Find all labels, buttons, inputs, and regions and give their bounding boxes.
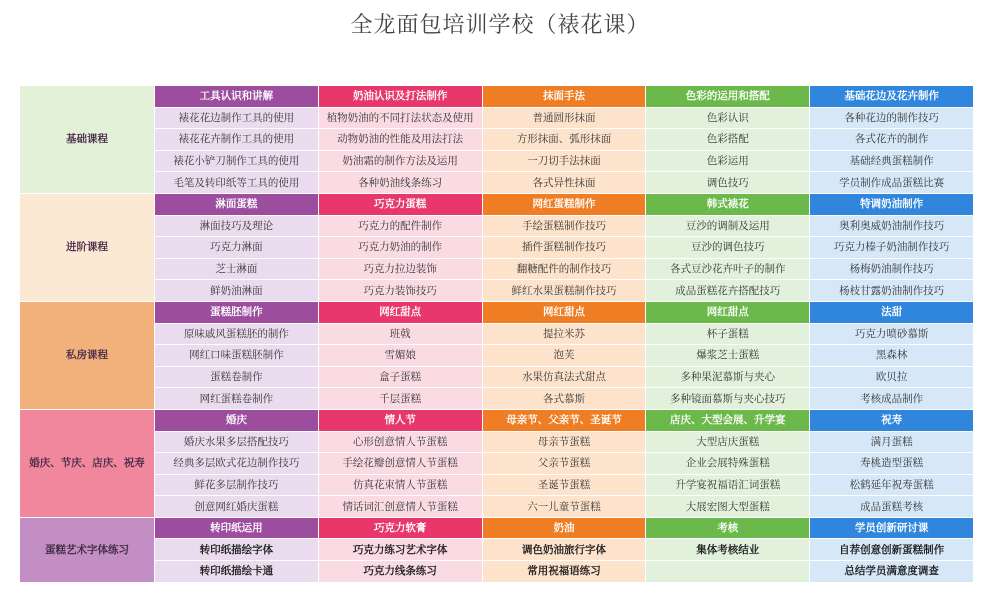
table-cell: 各式异性抹面 [482, 172, 646, 194]
column-header: 奶油 [482, 517, 646, 539]
table-cell: 升学宴祝福语汇词蛋糕 [646, 474, 810, 496]
table-cell: 巧克力奶油的制作 [318, 237, 482, 259]
table-cell: 父亲节蛋糕 [482, 453, 646, 475]
column-header: 网红蛋糕制作 [482, 193, 646, 215]
table-cell: 豆沙的调色技巧 [646, 237, 810, 259]
table-cell: 巧克力榛子奶油制作技巧 [810, 237, 974, 259]
table-cell: 豆沙的调制及运用 [646, 215, 810, 237]
table-cell: 常用祝福语练习 [482, 561, 646, 583]
column-header: 情人节 [318, 409, 482, 431]
table-row [20, 150, 974, 172]
table-cell: 成品蛋糕考核 [810, 496, 974, 518]
table-cell: 色彩认识 [646, 107, 810, 129]
column-header: 学员创新研讨课 [810, 517, 974, 539]
table-cell: 毛笔及转印纸等工具的使用 [155, 172, 319, 194]
table-row [20, 561, 974, 583]
table-cell: 蛋糕卷制作 [155, 366, 319, 388]
table-cell: 大型店庆蛋糕 [646, 431, 810, 453]
table-cell: 原味戚风蛋糕胚的制作 [155, 323, 319, 345]
category-label: 私房课程 [20, 301, 155, 409]
table-cell: 巧克力练习艺术字体 [318, 539, 482, 561]
table-cell: 普通圆形抹面 [482, 107, 646, 129]
table-cell: 奶油霜的制作方法及运用 [318, 150, 482, 172]
column-header: 考核 [646, 517, 810, 539]
column-header: 工具认识和讲解 [155, 86, 319, 108]
table-cell: 考核成品制作 [810, 388, 974, 410]
table-row [20, 258, 974, 280]
table-row [20, 496, 974, 518]
table-row [20, 323, 974, 345]
table-cell: 六一儿童节蛋糕 [482, 496, 646, 518]
table-cell: 鲜花多层制作技巧 [155, 474, 319, 496]
category-label: 蛋糕艺术字体练习 [20, 517, 155, 582]
category-label: 进阶课程 [20, 193, 155, 301]
table-cell: 千层蛋糕 [318, 388, 482, 410]
course-schedule-table [19, 85, 974, 583]
table-cell: 情话词汇创意情人节蛋糕 [318, 496, 482, 518]
table-cell: 裱花花卉制作工具的使用 [155, 129, 319, 151]
table-cell: 巧克力的配件制作 [318, 215, 482, 237]
table-cell: 各式花卉的制作 [810, 129, 974, 151]
table-cell: 插件蛋糕制作技巧 [482, 237, 646, 259]
table-cell: 水果仿真法式甜点 [482, 366, 646, 388]
table-cell: 巧克力淋面 [155, 237, 319, 259]
table-cell: 松鹤延年祝寿蛋糕 [810, 474, 974, 496]
column-header: 网红甜点 [646, 301, 810, 323]
table-cell: 婚庆水果多层搭配技巧 [155, 431, 319, 453]
table-cell: 心形创意情人节蛋糕 [318, 431, 482, 453]
table-cell: 翻糖配件的制作技巧 [482, 258, 646, 280]
table-cell: 巧克力装饰技巧 [318, 280, 482, 302]
table-cell: 母亲节蛋糕 [482, 431, 646, 453]
table-cell: 动物奶油的性能及用法打法 [318, 129, 482, 151]
table-cell: 基础经典蛋糕制作 [810, 150, 974, 172]
section-header-row [20, 409, 974, 431]
table-cell: 巧克力拉边装饰 [318, 258, 482, 280]
table-cell: 巧克力喷砂慕斯 [810, 323, 974, 345]
table-cell: 色彩运用 [646, 150, 810, 172]
column-header: 巧克力蛋糕 [318, 193, 482, 215]
table-cell: 多种果泥慕斯与夹心 [646, 366, 810, 388]
column-header: 网红甜点 [318, 301, 482, 323]
table-cell: 杯子蛋糕 [646, 323, 810, 345]
table-row [20, 453, 974, 475]
table-cell: 提拉米苏 [482, 323, 646, 345]
table-cell: 裱花小铲刀制作工具的使用 [155, 150, 319, 172]
table-cell: 满月蛋糕 [810, 431, 974, 453]
column-header: 基础花边及花卉制作 [810, 86, 974, 108]
table-cell: 欧贝拉 [810, 366, 974, 388]
table-cell: 巧克力线条练习 [318, 561, 482, 583]
table-cell: 鲜红水果蛋糕制作技巧 [482, 280, 646, 302]
table-cell: 总结学员满意度调查 [810, 561, 974, 583]
table-row [20, 539, 974, 561]
table-cell: 转印纸描绘卡通 [155, 561, 319, 583]
table-row [20, 107, 974, 129]
table-cell: 企业会展特殊蛋糕 [646, 453, 810, 475]
table-cell: 爆浆芝士蛋糕 [646, 345, 810, 367]
table-cell: 学员制作成品蛋糕比赛 [810, 172, 974, 194]
section-header-row [20, 301, 974, 323]
page-title: 全龙面包培训学校（裱花课） [350, 13, 650, 38]
table-cell: 鲜奶油淋面 [155, 280, 319, 302]
table-cell: 杨梅奶油制作技巧 [810, 258, 974, 280]
table-row [20, 129, 974, 151]
section-header-row [20, 517, 974, 539]
table-cell: 雪媚娘 [318, 345, 482, 367]
table-cell: 网红蛋糕卷制作 [155, 388, 319, 410]
column-header: 特调奶油制作 [810, 193, 974, 215]
column-header: 婚庆 [155, 409, 319, 431]
column-header: 法甜 [810, 301, 974, 323]
table-cell: 仿真花束情人节蛋糕 [318, 474, 482, 496]
table-cell: 方形抹面、弧形抹面 [482, 129, 646, 151]
column-header: 淋面蛋糕 [155, 193, 319, 215]
column-header: 色彩的运用和搭配 [646, 86, 810, 108]
table-row [20, 215, 974, 237]
table-cell: 寿桃造型蛋糕 [810, 453, 974, 475]
table-cell: 奥利奥威奶油制作技巧 [810, 215, 974, 237]
table-cell: 创意网红婚庆蛋糕 [155, 496, 319, 518]
column-header: 母亲节、父亲节、圣诞节 [482, 409, 646, 431]
table-cell: 各种花边的制作技巧 [810, 107, 974, 129]
table-cell: 自荐创意创新蛋糕制作 [810, 539, 974, 561]
table-row [20, 431, 974, 453]
table-row [20, 280, 974, 302]
table-cell: 黑森林 [810, 345, 974, 367]
table-cell [646, 561, 810, 583]
column-header: 韩式裱花 [646, 193, 810, 215]
table-cell: 调色奶油旅行字体 [482, 539, 646, 561]
table-cell: 一刀切手法抹面 [482, 150, 646, 172]
column-header: 转印纸运用 [155, 517, 319, 539]
table-cell: 泡芙 [482, 345, 646, 367]
category-label: 婚庆、节庆、店庆、祝寿 [20, 409, 155, 517]
table-row [20, 345, 974, 367]
table-cell: 调色技巧 [646, 172, 810, 194]
column-header: 奶油认识及打法制作 [318, 86, 482, 108]
table-cell: 裱花花边制作工具的使用 [155, 107, 319, 129]
table-cell: 网红口味蛋糕胚制作 [155, 345, 319, 367]
table-cell: 成品蛋糕花卉搭配技巧 [646, 280, 810, 302]
table-cell: 手绘蛋糕制作技巧 [482, 215, 646, 237]
table-cell: 手绘花瓣创意情人节蛋糕 [318, 453, 482, 475]
table-cell: 各式豆沙花卉叶子的制作 [646, 258, 810, 280]
table-row [20, 172, 974, 194]
table-cell: 芝士淋面 [155, 258, 319, 280]
table-row [20, 237, 974, 259]
table-cell: 淋面技巧及理论 [155, 215, 319, 237]
table-row [20, 474, 974, 496]
table-cell: 杨枝甘露奶油制作技巧 [810, 280, 974, 302]
table-row [20, 388, 974, 410]
table-cell: 多种镜面慕斯与夹心技巧 [646, 388, 810, 410]
column-header: 蛋糕胚制作 [155, 301, 319, 323]
table-cell: 班戟 [318, 323, 482, 345]
table-cell: 集体考核结业 [646, 539, 810, 561]
column-header: 店庆、大型会展、升学宴 [646, 409, 810, 431]
table-cell: 各种奶油线条练习 [318, 172, 482, 194]
table-cell: 各式慕斯 [482, 388, 646, 410]
table-cell: 圣诞节蛋糕 [482, 474, 646, 496]
table-cell: 盒子蛋糕 [318, 366, 482, 388]
column-header: 网红甜点 [482, 301, 646, 323]
table-row [20, 366, 974, 388]
table-cell: 大展宏图大型蛋糕 [646, 496, 810, 518]
column-header: 巧克力软膏 [318, 517, 482, 539]
column-header: 祝寿 [810, 409, 974, 431]
section-header-row [20, 193, 974, 215]
table-cell: 植物奶油的不同打法状态及使用 [318, 107, 482, 129]
table-cell: 色彩搭配 [646, 129, 810, 151]
table-cell: 经典多层欧式花边制作技巧 [155, 453, 319, 475]
section-header-row [20, 86, 974, 108]
column-header: 抹面手法 [482, 86, 646, 108]
table-cell: 转印纸描绘字体 [155, 539, 319, 561]
category-label: 基础课程 [20, 86, 155, 194]
